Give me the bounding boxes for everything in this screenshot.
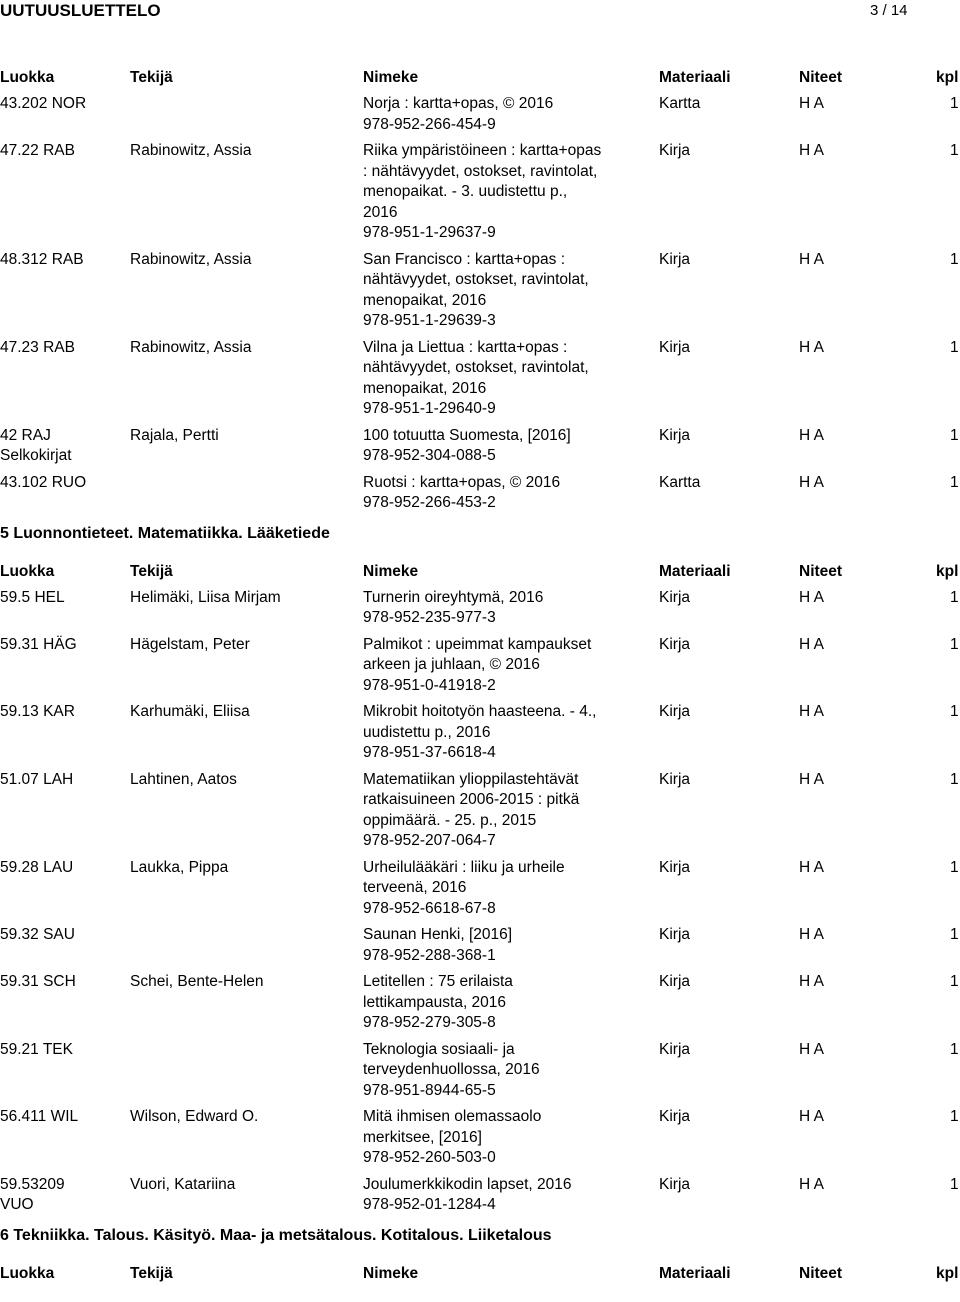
column-header-luokka: Luokka [0,69,55,86]
class-code [0,770,125,791]
copies-location: H A [799,1175,824,1193]
copy-count: 1 [950,250,959,268]
material-type: Kirja [659,703,691,720]
catalog-entry [0,702,960,764]
copies-location: H A [799,473,824,491]
title-line: 2016 [363,203,398,221]
class-code [0,1175,125,1216]
class-code [0,141,125,162]
title-line: Ruotsi : kartta+opas, © 2016 [363,473,561,491]
title-line: 978-952-279-305-8 [363,1014,496,1031]
class-code [0,426,125,467]
title-line: 978-952-288-368-1 [363,946,496,964]
title-line: 978-951-1-29637-9 [363,224,496,241]
copies-location: H A [799,426,824,444]
title-cell [363,770,621,852]
title-cell [363,1175,621,1216]
material-type: Kartta [659,473,701,491]
copy-count: 1 [950,926,959,943]
title-cell [363,426,621,467]
column-header-niteet: Niteet [799,562,843,580]
catalog-entry [0,426,960,467]
copies-location: H A [799,973,824,990]
title-line: merkitsee, [2016] [363,1128,482,1146]
catalog-entry [0,635,960,697]
title-line: Matematiikan ylioppilastehtävät [363,770,579,788]
column-header-nimeke: Nimeke [363,69,419,86]
title-line: 978-951-1-29640-9 [363,400,496,417]
column-header-tekija: Tekijä [130,562,173,580]
author: Rajala, Pertti [130,426,219,444]
catalog-entry [0,473,960,514]
title-cell [363,702,621,764]
document-title: UUTUUSLUETTELO [0,1,161,20]
material-type: Kirja [659,426,691,444]
catalog-entry [0,972,960,1034]
column-header-kpl: kpl [936,562,959,580]
title-line: terveydenhuollossa, 2016 [363,1061,540,1078]
title-line: menopaikat, 2016 [363,291,487,309]
copies-location: H A [799,703,824,720]
material-type: Kirja [659,973,691,990]
class-code [0,1107,125,1128]
catalog-entry [0,338,960,420]
copy-count: 1 [950,426,959,444]
class-code [0,1040,125,1061]
title-cell [363,94,621,135]
title-line: Letitellen : 75 erilaista [363,973,513,990]
class-code-line: 59.5 HEL [0,588,65,606]
copy-count: 1 [950,1108,959,1125]
author: Helimäki, Liisa Mirjam [130,588,281,606]
copies-location: H A [799,635,824,653]
copy-count: 1 [950,973,959,990]
material-type: Kirja [659,1108,691,1125]
copy-count: 1 [950,770,959,788]
class-code [0,94,125,115]
title-line: Mitä ihmisen olemassaolo [363,1108,542,1125]
title-cell [363,858,621,920]
catalog-entry [0,770,960,852]
title-line: 978-951-8944-65-5 [363,1081,496,1099]
copies-location: H A [799,250,824,268]
class-code-line: Selkokirjat [0,447,72,464]
column-header-niteet: Niteet [799,69,843,86]
title-line: 978-952-266-453-2 [363,494,496,511]
title-line: nähtävyydet, ostokset, ravintolat, [363,271,589,288]
title-line: oppimäärä. - 25. p., 2015 [363,811,537,829]
title-cell [363,972,621,1034]
title-line: Turnerin oireyhtymä, 2016 [363,588,544,606]
title-line: Palmikot : upeimmat kampaukset [363,635,592,653]
column-header-row [0,1264,960,1290]
class-code-line: 47.23 RAB [0,338,75,356]
title-line: Urheilulääkäri : liiku ja urheile [363,858,565,876]
material-type: Kirja [659,1175,691,1193]
class-code-line: 59.31 HÄG [0,635,77,653]
copy-count: 1 [950,338,959,356]
copies-location: H A [799,858,824,876]
title-line: Joulumerkkikodin lapset, 2016 [363,1175,572,1193]
class-code [0,925,125,946]
author: Rabinowitz, Assia [130,250,252,268]
class-code [0,858,125,879]
title-line: nähtävyydet, ostokset, ravintolat, [363,359,589,376]
title-line: Vilna ja Liettua : kartta+opas : [363,338,568,356]
class-code-line: 56.411 WIL [0,1108,79,1125]
material-type: Kirja [659,926,691,943]
class-code-line: 59.28 LAU [0,858,74,876]
catalog-list [0,68,960,1290]
title-line: arkeen ja juhlaan, © 2016 [363,656,540,673]
title-cell [363,338,621,420]
copy-count: 1 [950,703,959,720]
column-header-tekija: Tekijä [130,1264,173,1282]
column-header-nimeke: Nimeke [363,1264,419,1282]
copy-count: 1 [950,858,959,876]
class-code-line: 43.202 NOR [0,95,87,112]
class-code-line: 51.07 LAH [0,770,74,788]
title-line: 978-952-6618-67-8 [363,899,496,917]
author: Lahtinen, Aatos [130,770,237,788]
title-line: Teknologia sosiaali- ja [363,1040,515,1058]
material-type: Kirja [659,770,691,788]
class-code-line: 42 RAJ [0,426,51,444]
catalog-entry [0,1175,960,1216]
title-line: 978-952-207-064-7 [363,832,496,849]
title-line: 100 totuutta Suomesta, [2016] [363,426,571,444]
column-header-row [0,562,960,588]
section-title: 6 Tekniikka. Talous. Käsityö. Maa- ja metsätalous. Kotitalous. Liiketalous [0,1226,552,1244]
material-type: Kartta [659,95,701,112]
copies-location: H A [799,95,824,112]
copy-count: 1 [950,142,959,159]
material-type: Kirja [659,142,691,159]
title-line: Norja : kartta+opas, © 2016 [363,95,554,112]
catalog-entry [0,250,960,332]
class-code [0,338,125,359]
section-title: 5 Luonnontieteet. Matematiikka. Lääketiede [0,524,330,542]
title-line: terveenä, 2016 [363,879,467,896]
title-line: 978-952-01-1284-4 [363,1196,496,1213]
catalog-entry [0,1040,960,1102]
author: Wilson, Edward O. [130,1108,259,1125]
class-code-line: 43.102 RUO [0,473,87,491]
class-code [0,588,125,609]
copies-location: H A [799,588,824,606]
copies-location: H A [799,770,824,788]
material-type: Kirja [659,635,691,653]
column-header-nimeke: Nimeke [363,562,419,580]
class-code-line: VUO [0,1196,34,1213]
title-line: San Francisco : kartta+opas : [363,250,566,268]
title-line: uudistettu p., 2016 [363,723,491,741]
class-code-line: 48.312 RAB [0,250,84,268]
title-line: Mikrobit hoitotyön haasteena. - 4., [363,703,597,720]
catalog-entry [0,1107,960,1169]
title-line: Saunan Henki, [2016] [363,926,513,943]
class-code-line: 59.32 SAU [0,926,75,943]
copies-location: H A [799,926,824,943]
class-code-line: 59.53209 [0,1175,65,1193]
author: Rabinowitz, Assia [130,338,252,356]
copies-location: H A [799,1040,824,1058]
author: Vuori, Katariina [130,1175,236,1193]
title-line: lettikampausta, 2016 [363,993,507,1011]
column-header-row [0,68,960,94]
class-code [0,250,125,271]
copy-count: 1 [950,635,959,653]
column-header-kpl: kpl [936,1264,959,1282]
copy-count: 1 [950,1175,959,1193]
title-cell [363,1040,621,1102]
copies-location: H A [799,142,824,159]
column-header-luokka: Luokka [0,562,55,580]
author: Schei, Bente-Helen [130,973,264,990]
title-line: 978-952-235-977-3 [363,609,496,626]
column-header-niteet: Niteet [799,1264,843,1282]
copy-count: 1 [950,95,959,112]
title-line: 978-952-266-454-9 [363,115,496,133]
column-header-materiaali: Materiaali [659,562,731,580]
column-header-tekija: Tekijä [130,69,173,86]
author: Rabinowitz, Assia [130,142,252,159]
title-cell [363,473,621,514]
catalog-entry [0,925,960,966]
class-code-line: 59.13 KAR [0,703,75,720]
page-number: 3 / 14 [870,2,908,19]
title-line: 978-951-37-6618-4 [363,744,496,761]
title-line: 978-951-0-41918-2 [363,676,496,694]
class-code [0,972,125,993]
title-cell [363,141,621,244]
material-type: Kirja [659,338,691,356]
catalog-entry [0,588,960,629]
copies-location: H A [799,1108,824,1125]
class-code-line: 59.21 TEK [0,1040,73,1058]
title-line: 978-951-1-29639-3 [363,312,496,329]
column-header-luokka: Luokka [0,1264,55,1282]
class-code-line: 47.22 RAB [0,142,75,159]
title-cell [363,635,621,697]
class-code-line: 59.31 SCH [0,973,76,990]
material-type: Kirja [659,588,691,606]
material-type: Kirja [659,858,691,876]
author: Karhumäki, Eliisa [130,703,250,720]
title-line: 978-952-260-503-0 [363,1149,496,1166]
column-header-materiaali: Materiaali [659,1264,731,1282]
copy-count: 1 [950,473,959,491]
title-cell [363,1107,621,1169]
author: Hägelstam, Peter [130,635,250,653]
copies-location: H A [799,338,824,356]
title-cell [363,250,621,332]
column-header-materiaali: Materiaali [659,69,731,86]
material-type: Kirja [659,250,691,268]
title-line: : nähtävyydet, ostokset, ravintolat, [363,162,598,180]
title-line: ratkaisuineen 2006-2015 : pitkä [363,791,580,808]
class-code [0,473,125,494]
catalog-entry [0,94,960,135]
title-line: menopaikat. - 3. uudistettu p., [363,183,568,200]
column-header-kpl: kpl [936,69,959,86]
class-code [0,635,125,656]
title-line: Riika ympäristöineen : kartta+opas [363,142,602,159]
catalog-entry [0,858,960,920]
title-line: menopaikat, 2016 [363,379,487,397]
class-code [0,702,125,723]
material-type: Kirja [659,1040,691,1058]
copy-count: 1 [950,588,959,606]
catalog-entry [0,141,960,244]
copy-count: 1 [950,1040,959,1058]
title-cell [363,588,621,629]
title-line: 978-952-304-088-5 [363,447,496,464]
author: Laukka, Pippa [130,858,229,876]
title-cell [363,925,621,966]
